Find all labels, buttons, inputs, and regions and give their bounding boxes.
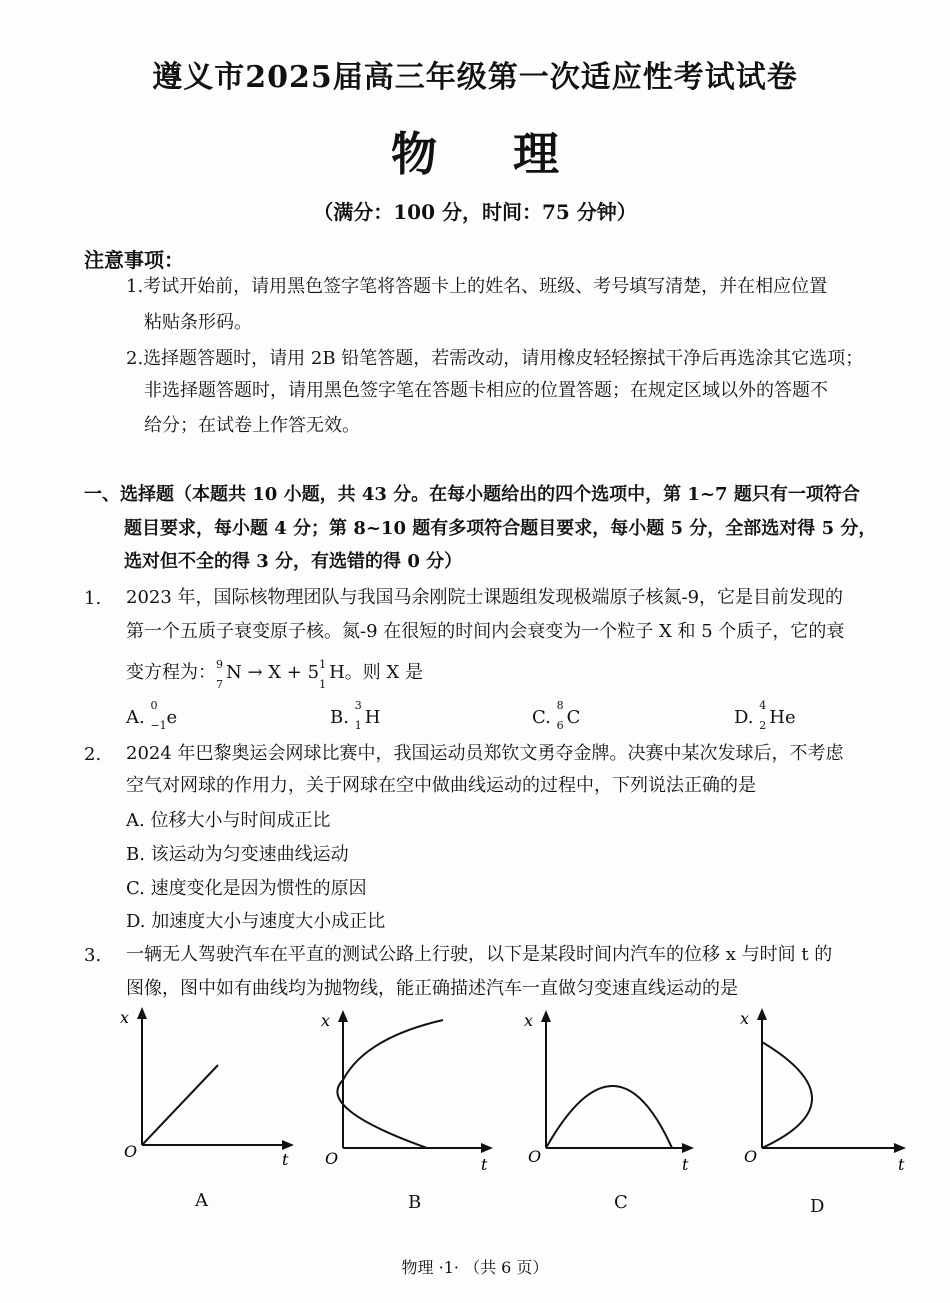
notice-heading: 注意事项： <box>84 248 184 272</box>
graph-c-origin: O <box>528 1147 542 1166</box>
nuclide-hydrogen: 1 1 H <box>319 658 345 691</box>
q1-option-d: D. 4 2 He <box>734 699 796 732</box>
q2-option-d: D. 加速度大小与速度大小成正比 <box>126 911 386 932</box>
q1-number: 1. <box>84 588 102 609</box>
subject-title: 物 理 <box>390 127 589 181</box>
graph-b-x-label: x <box>321 1011 331 1030</box>
graph-d-x-label: x <box>740 1009 750 1028</box>
nuclide-nitrogen: 9 7 N <box>216 658 242 691</box>
section1-line1: 一、选择题（本题共 10 小题，共 43 分。在每小题给出的四个选项中，第 1~7 题只有一项符合 <box>84 484 860 505</box>
section1-line3: 选对但不全的得 3 分，有选错的得 0 分） <box>124 551 463 572</box>
q3-line2: 图像，图中如有曲线均为抛物线，能正确描述汽车一直做匀变速直线运动的是 <box>126 978 738 999</box>
notice-item2-line3: 给分；在试卷上作答无效。 <box>144 415 360 436</box>
graph-a-label: A <box>195 1190 208 1211</box>
graph-c-t-label: t <box>682 1155 689 1174</box>
notice-item1-line2: 粘贴条形码。 <box>144 312 252 333</box>
graph-d-origin: O <box>744 1147 758 1166</box>
graph-a <box>112 1005 302 1175</box>
q2-option-b: B. 该运动为匀变速曲线运动 <box>126 844 349 865</box>
graph-a-t-label: t <box>282 1150 289 1169</box>
notice-item2-line2: 非选择题答题时，请用黑色签字笔在答题卡相应的位置答题；在规定区域以外的答题不 <box>144 380 828 401</box>
notice-item2-line1: 2.选择题答题时，请用 2B 铅笔答题，若需改动，请用橡皮轻轻擦拭干净后再选涂其它选项； <box>126 348 864 369</box>
q1-eq-mid: → X + 5 <box>241 662 320 683</box>
graph-b-t-label: t <box>481 1155 488 1174</box>
notice-item1-line1: 1.考试开始前，请用黑色签字笔将答题卡上的姓名、班级、考号填写清楚，并在相应位置 <box>126 276 828 297</box>
q1-line3-post: 。则 X 是 <box>344 662 424 683</box>
q1-line1: 2023 年，国际核物理团队与我国马余刚院士课题组发现极端原子核氮-9，它是目前发现的 <box>126 587 844 608</box>
graph-b-label: B <box>408 1192 422 1213</box>
graph-c-x-label: x <box>524 1011 534 1030</box>
graph-a-origin: O <box>124 1142 138 1161</box>
score-time: （满分：100 分，时间：75 分钟） <box>313 200 637 224</box>
q2-option-a: A. 位移大小与时间成正比 <box>126 810 331 831</box>
graph-b-origin: O <box>325 1149 339 1168</box>
q1-option-b: B. 3 1 H <box>330 699 381 732</box>
section1-line2: 题目要求，每小题 4 分；第 8~10 题有多项符合题目要求，每小题 5 分，全部选对得 5 分， <box>124 518 877 539</box>
q1-equation-line <box>126 658 424 691</box>
q1-option-c: C. 8 6 C <box>532 699 581 732</box>
graph-b <box>315 1008 505 1178</box>
q3-line1: 一辆无人驾驶汽车在平直的测试公路上行驶，以下是某段时间内汽车的位移 x 与时间 t 的 <box>126 944 833 965</box>
q2-number: 2. <box>84 744 102 765</box>
graph-d <box>732 1006 922 1176</box>
graph-d-t-label: t <box>898 1155 905 1174</box>
q1-option-a: A. 0 −1 e <box>126 699 178 732</box>
q1-line3-pre: 变方程为： <box>126 662 216 683</box>
graph-c-label: C <box>614 1192 628 1213</box>
q2-option-c: C. 速度变化是因为惯性的原因 <box>126 878 367 899</box>
q2-line1: 2024 年巴黎奥运会网球比赛中，我国运动员郑钦文勇夺金牌。决赛中某次发球后，不考虑 <box>126 743 844 764</box>
graph-c <box>518 1008 708 1178</box>
q3-number: 3. <box>84 945 102 966</box>
page-footer: 物理 ·1· （共 6 页） <box>401 1258 549 1277</box>
graph-a-x-label: x <box>120 1008 130 1027</box>
q1-line2: 第一个五质子衰变原子核。氮-9 在很短的时间内会衰变为一个粒子 X 和 5 个质子，它的衰 <box>126 621 845 642</box>
q2-line2: 空气对网球的作用力，关于网球在空中做曲线运动的过程中，下列说法正确的是 <box>126 775 756 796</box>
graph-d-label: D <box>810 1196 825 1217</box>
exam-title: 遵义市2025届高三年级第一次适应性考试试卷 <box>152 60 798 95</box>
